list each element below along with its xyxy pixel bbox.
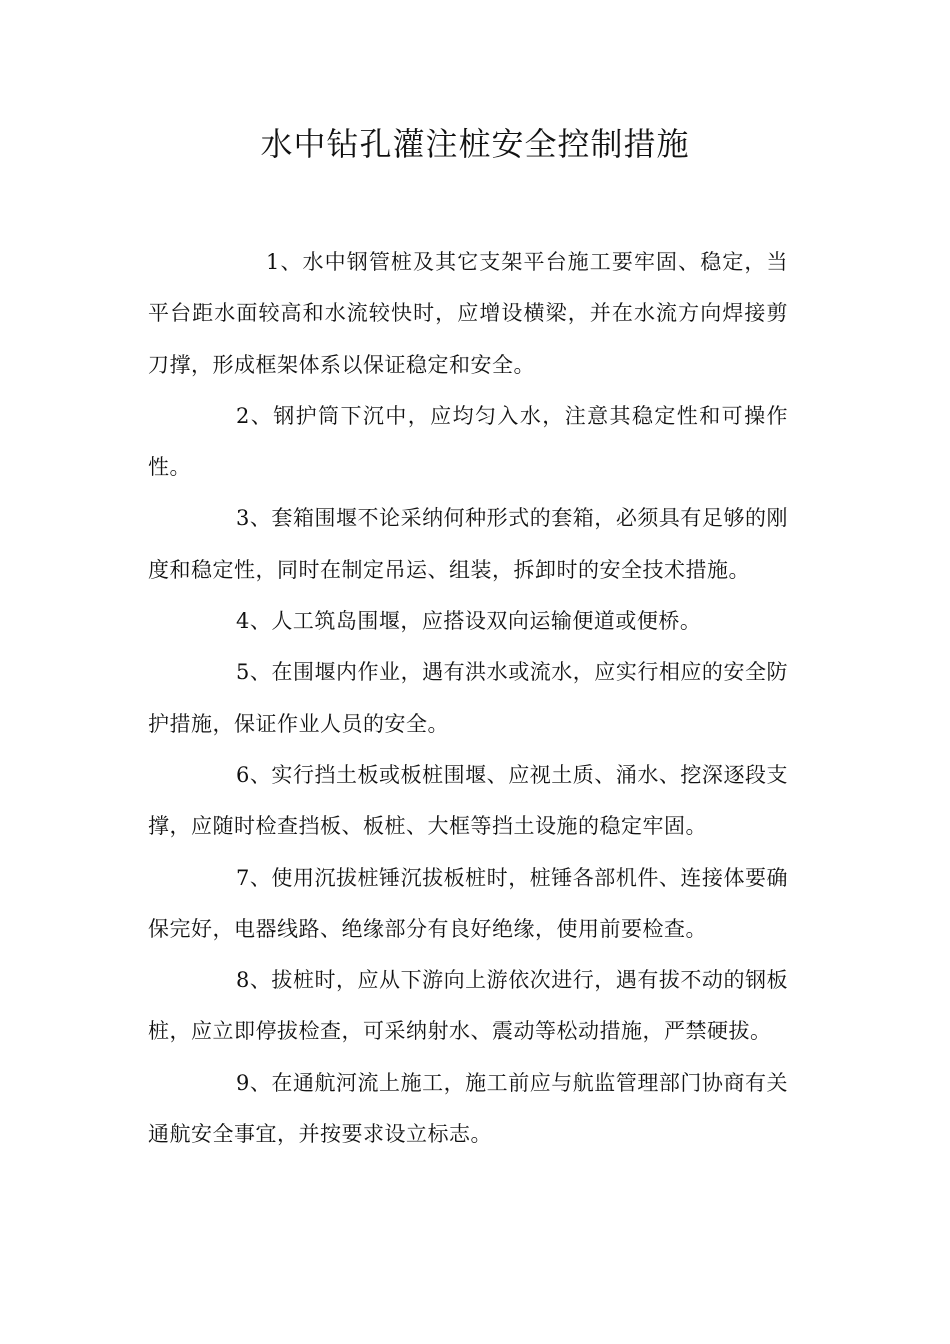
paragraph-9: 9、在通航河流上施工，施工前应与航监管理部门协商有关通航安全事宜，并按要求设立标志。 (148, 1070, 788, 1147)
paragraph-6: 6、实行挡土板或板桩围堰、应视土质、涌水、挖深逐段支撑，应随时检查挡板、板桩、大框等挡土设施的稳定牢固。 (148, 762, 788, 839)
paragraph-1: 1、水中钢管桩及其它支架平台施工要牢固、稳定，当平台距水面较高和水流较快时，应增设横梁，并在水流方向焊接剪刀撑，形成框架体系以保证稳定和安全。 (148, 250, 788, 377)
paragraph-8: 8、拔桩时，应从下游向上游依次进行，遇有拔不动的钢板桩，应立即停拔检查，可采纳射水、震动等松动措施，严禁硬拔。 (148, 968, 788, 1044)
paragraph-3: 3、套箱围堰不论采纳何种形式的套箱，必须具有足够的刚度和稳定性，同时在制定吊运、组装，拆卸时的安全技术措施。 (148, 506, 788, 582)
paragraph-7: 7、使用沉拔桩锤沉拔板桩时，桩锤各部机件、连接体要确保完好，电器线路、绝缘部分有良好绝缘，使用前要检查。 (148, 865, 788, 941)
document-body (148, 237, 788, 1160)
paragraph-4: 4、人工筑岛围堰，应搭设双向运输便道或便桥。 (236, 609, 702, 634)
document-title: 水中钻孔灌注桩安全控制措施 (260, 125, 690, 163)
paragraph-2: 2、钢护筒下沉中，应均匀入水，注意其稳定性和可操作性。 (148, 403, 788, 480)
paragraph-5: 5、在围堰内作业，遇有洪水或流水，应实行相应的安全防护措施，保证作业人员的安全。 (148, 660, 788, 736)
